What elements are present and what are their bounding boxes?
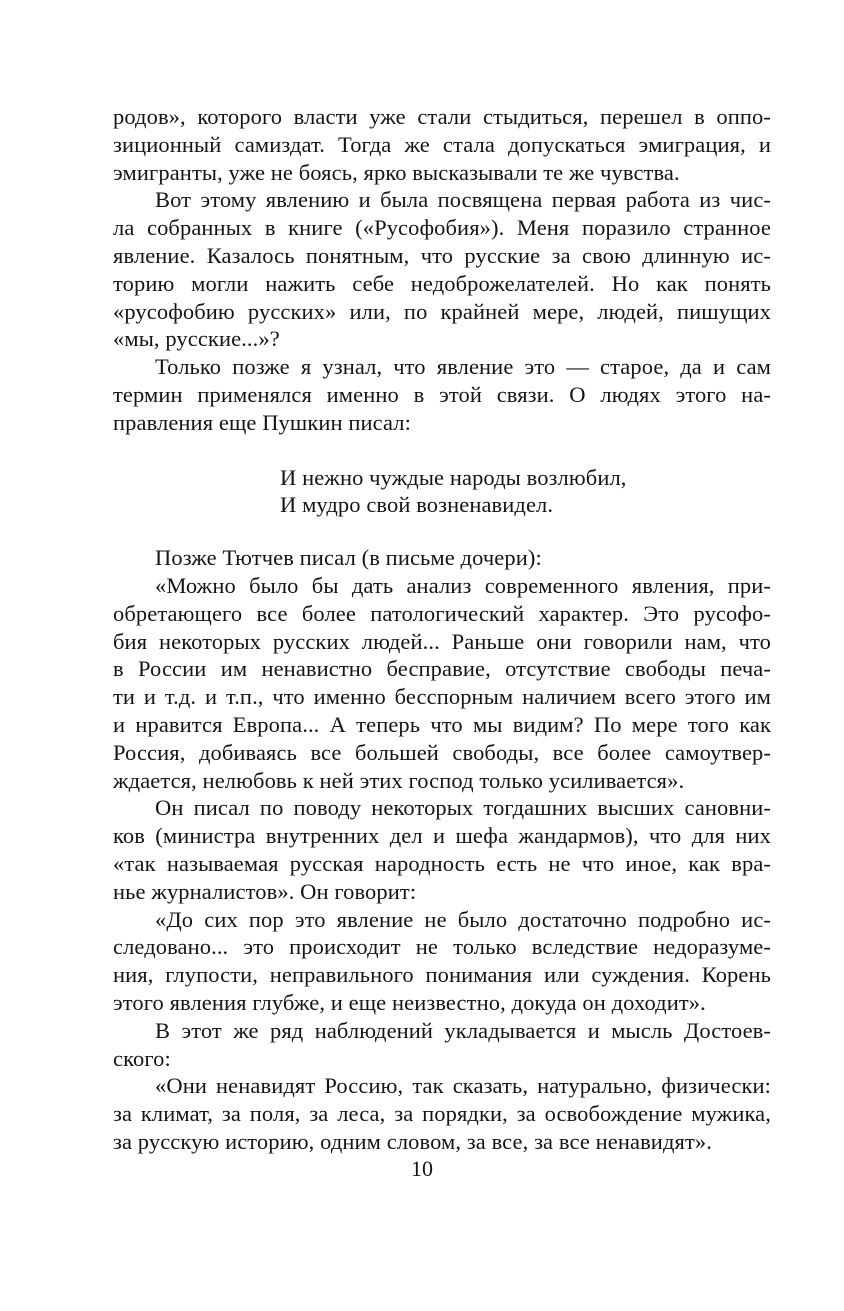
text-line: Россия, добиваясь все большей свободы, все более самоутвер- xyxy=(113,739,771,765)
paragraph xyxy=(113,572,771,794)
text-line: ждается, нелюбовь к ней этих господ только усиливается». xyxy=(113,767,685,793)
text-line: «Можно было бы дать анализ современного явления, при- xyxy=(155,572,771,598)
text-line: обретающего все более патологический характер. Это русофо- xyxy=(113,600,771,626)
text-line: эмигранты, уже не боясь, ярко высказывали те же чувства. xyxy=(113,159,680,185)
verse-line: И мудро свой возненавидел. xyxy=(280,492,554,518)
text-line: в России им ненавистно бесправие, отсутствие свободы печа- xyxy=(113,656,771,682)
paragraph xyxy=(113,1017,771,1073)
text-line: родов», которого власти уже стали стыдиться, перешел в оппо- xyxy=(113,104,771,129)
text-line: «мы, русские...»? xyxy=(113,326,280,352)
page-text-block xyxy=(113,103,771,1156)
text-line: ния, глупости, неправильного понимания или суждения. Корень xyxy=(113,962,771,988)
text-line: ского: xyxy=(113,1045,171,1071)
paragraph xyxy=(113,906,771,1017)
paragraph xyxy=(113,794,771,905)
text-line: «До сих пор это явление не было достаточно подробно ис- xyxy=(155,906,771,932)
paragraph xyxy=(113,353,771,436)
text-line: бия некоторых русских людей... Раньше они говорили нам, что xyxy=(113,628,771,654)
paragraph xyxy=(113,544,771,572)
text-line: «Они ненавидят Россию, так сказать, натурально, физически: xyxy=(155,1073,771,1099)
page-number: 10 xyxy=(411,1156,433,1181)
paragraph xyxy=(113,186,771,353)
text-line: зиционный самиздат. Тогда же стала допускаться эмиграция, и xyxy=(113,131,771,157)
text-line: «так называемая русская народность есть не что иное, как вра- xyxy=(113,850,771,876)
text-line: ков (министра внутренних дел и шефа жандармов), что для них xyxy=(113,823,771,849)
verse-block xyxy=(280,464,771,520)
text-line: правления еще Пушкин писал: xyxy=(113,409,411,435)
text-line: Вот этому явлению и была посвящена первая работа из чис- xyxy=(155,187,771,213)
text-line: Он писал по поводу некоторых тогдашних высших сановни- xyxy=(155,795,771,821)
text-line: Позже Тютчев писал (в письме дочери): xyxy=(155,545,542,571)
text-line: за климат, за поля, за леса, за порядки, за освобождение мужика, xyxy=(113,1101,771,1127)
text-line: ла собранных в книге («Русофобия»). Меня поразило странное xyxy=(113,215,771,241)
text-line: за русскую историю, одним словом, за все, за все ненавидят». xyxy=(113,1128,712,1154)
paragraph xyxy=(113,1072,771,1155)
text-line: ти и т.д. и т.п., что именно бесспорным наличием всего этого им xyxy=(113,684,771,710)
text-line: и нравится Европа... А теперь что мы видим? По мере того как xyxy=(113,711,771,737)
text-line: В этот же ряд наблюдений укладывается и мысль Достоев- xyxy=(155,1017,771,1043)
verse-line: И нежно чуждые народы возлюбил, xyxy=(280,464,627,490)
text-line: этого явления глубже, и еще неизвестно, докуда он доходит». xyxy=(113,989,706,1015)
text-line: термин применялся именно в этой связи. О людях этого на- xyxy=(113,381,771,407)
text-line: нье журналистов». Он говорит: xyxy=(113,878,417,904)
paragraph xyxy=(113,103,771,186)
text-line: торию могли нажить себе недоброжелателей. Но как понять xyxy=(113,270,771,296)
text-line: явление. Казалось понятным, что русские за свою длинную ис- xyxy=(113,242,771,268)
text-line: Только позже я узнал, что явление это — старое, да и сам xyxy=(155,354,771,380)
text-line: следовано... это происходит не только вследствие недоразуме- xyxy=(113,934,771,960)
text-line: «русофобию русских» или, по крайней мере, людей, пишущих xyxy=(113,298,771,324)
